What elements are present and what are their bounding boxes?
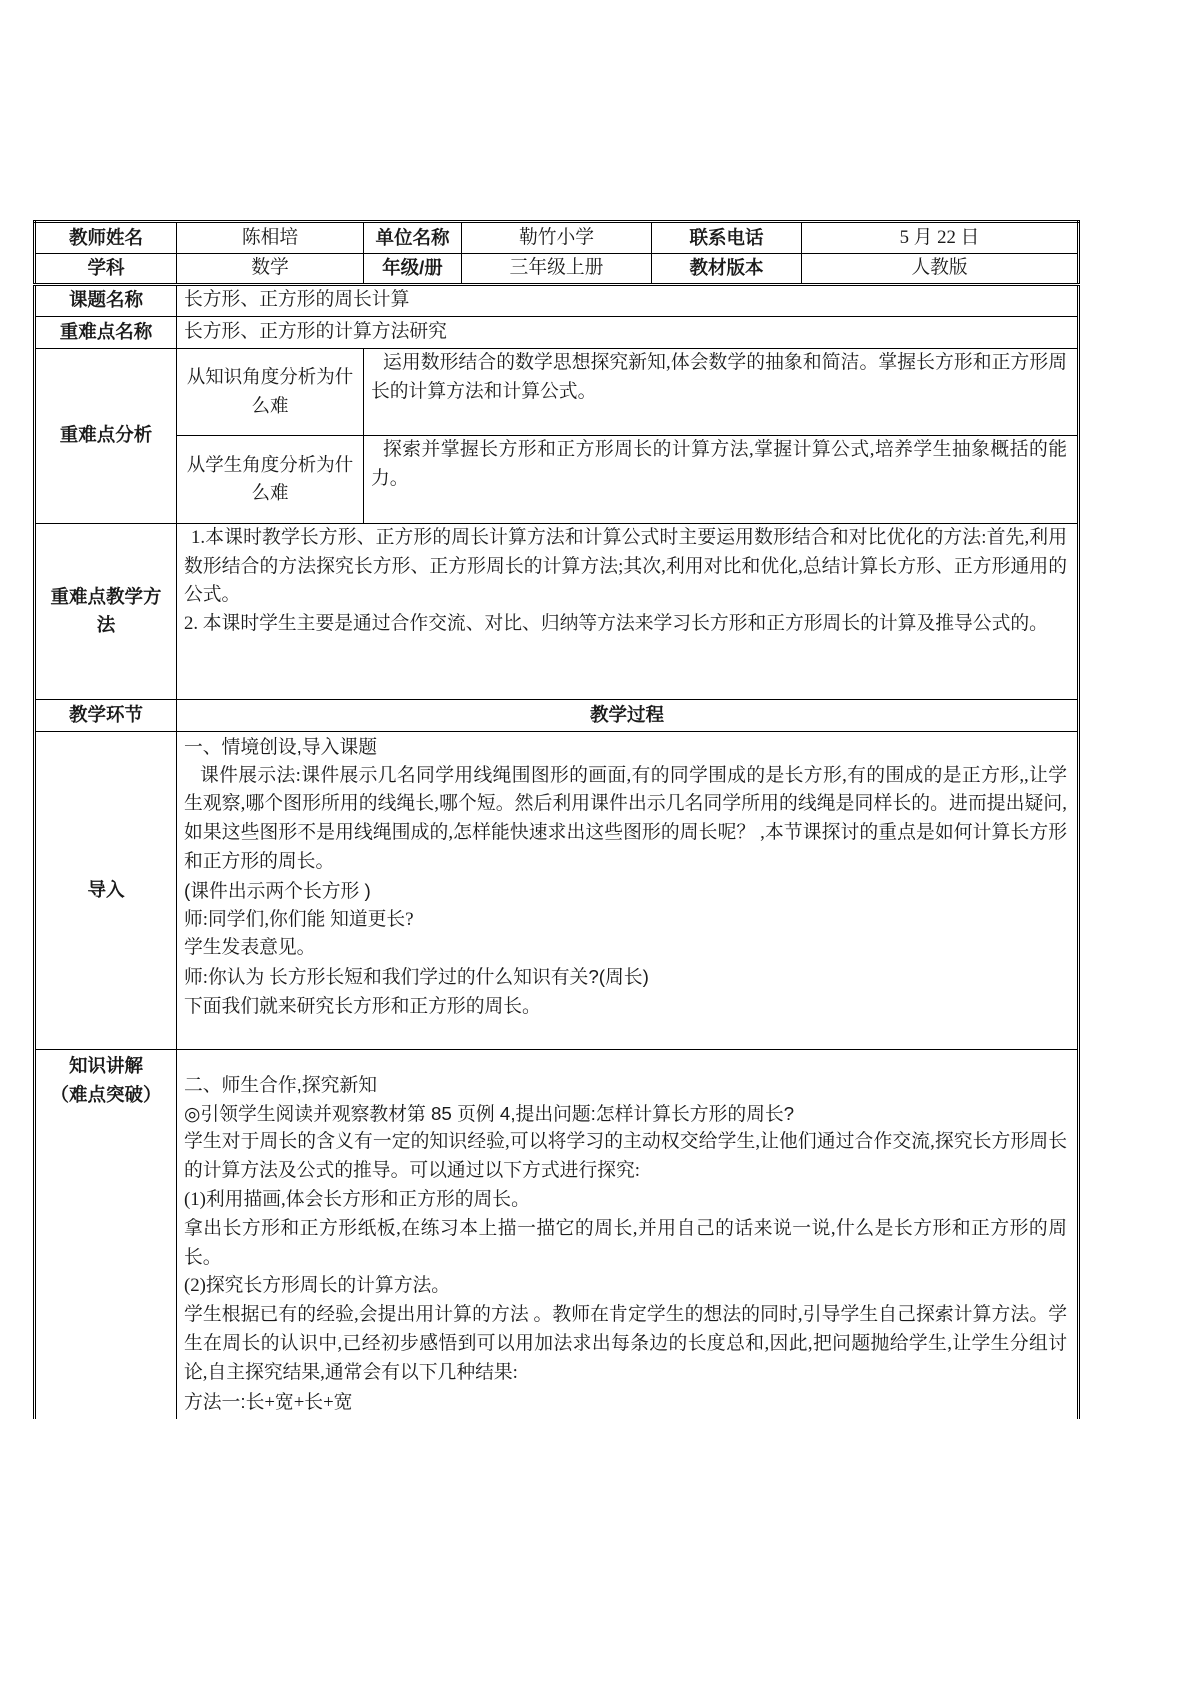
info-row-teacher — [35, 222, 1079, 254]
intro-teacher-question-2-answer: ?(周长) — [588, 966, 649, 988]
analysis-row-student — [35, 435, 1079, 523]
intro-teacher-question-2-text: 师:你认为 长方形长短和我们学过的什么知识有关 — [184, 967, 589, 989]
knowledge-heading: 二、师生合作,探究新知 — [184, 1073, 378, 1095]
analysis-label: 重难点分析 — [35, 348, 177, 523]
difficulty-label: 重难点名称 — [35, 316, 177, 348]
knowledge-angle-cell — [364, 348, 1079, 435]
school-unit-label: 单位名称 — [364, 222, 462, 254]
intro-teacher-question-2 — [184, 963, 1067, 993]
difficulty-value: 长方形、正方形的计算方法研究 — [177, 316, 1079, 348]
methods-row — [35, 523, 1079, 699]
school-unit-value: 勒竹小学 — [462, 222, 652, 254]
grade-label: 年级/册 — [364, 254, 462, 285]
intro-stage-label: 导入 — [35, 731, 177, 1049]
intro-teacher-question-1: 师:同学们,你们能 知道更长? — [184, 908, 414, 930]
knowledge-row — [35, 1049, 1079, 1419]
knowledge-method-1 — [184, 1388, 1067, 1418]
intro-heading: 一、情境创设,导入课题 — [184, 735, 378, 757]
topic-value: 长方形、正方形的周长计算 — [177, 284, 1079, 316]
knowledge-stage-label-line1: 知识讲解 — [68, 1054, 143, 1076]
knowledge-stage-label-line2: （难点突破） — [50, 1083, 162, 1105]
teaching-process-header: 教学过程 — [177, 699, 1079, 731]
knowledge-guide: ◎引领学生阅读并观察教材第 85 页例 4,提出问题:怎样计算长方形的周长? — [184, 1102, 795, 1124]
difficulty-row — [35, 316, 1079, 348]
intro-row — [35, 731, 1079, 1049]
textbook-edition-value: 人教版 — [802, 254, 1079, 285]
process-header-row — [35, 699, 1079, 731]
intro-closing: 下面我们就来研究长方形和正方形的周长。 — [184, 995, 541, 1017]
knowledge-step-1: (1)利用描画,体会长方形和正方形的周长。 — [184, 1188, 530, 1210]
topic-row — [35, 284, 1079, 316]
contact-phone-label: 联系电话 — [652, 222, 802, 254]
knowledge-angle-text: 运用数形结合的数学思想探究新知,体会数学的抽象和简洁。掌握长方形和正方形周长的计算方法和计算公式。 — [371, 351, 1067, 402]
method-1-formula: 长+宽+长+宽 — [245, 1391, 353, 1413]
subject-label: 学科 — [35, 254, 177, 285]
lesson-plan-table — [33, 220, 1080, 1419]
student-angle-label: 从学生角度分析为什么难 — [177, 435, 364, 523]
teacher-name-label: 教师姓名 — [35, 222, 177, 254]
methods-cell — [177, 523, 1079, 699]
intro-scene-text: 课件展示法:课件展示几名同学用线绳围图形的画面,有的同学围成的是长方形,有的围成的是正方形,,让学生观察,哪个图形所用的线绳长,哪个短。然后利用课件出示几名同学所用的线绳是同样长的。进而提出疑问,如果这些图形不是用线绳围成的,怎样能快速求出这些图形的周长呢？ ,本节课探讨的重点是如何计算长方形和正方形的周长。 — [184, 764, 1067, 872]
info-row-subject — [35, 254, 1079, 285]
topic-label: 课题名称 — [35, 284, 177, 316]
knowledge-step-2-text: 学生根据已有的经验,会提出用计算的方法 。教师在肯定学生的想法的同时,引导学生自己探索计算方法。学生在周长的认识中,已经初步感悟到可以用加法求出每条边的长度总和,因此,把问题抛给学生,让学生分组讨论,自主探究结果,通常会有以下几种结果: — [184, 1304, 1067, 1383]
knowledge-context: 学生对于周长的含义有一定的知识经验,可以将学习的主动权交给学生,让他们通过合作交流,探究长方形周长的计算方法及公式的推导。可以通过以下方式进行探究: — [184, 1131, 1067, 1182]
textbook-edition-label: 教材版本 — [652, 254, 802, 285]
student-angle-text: 探索并掌握长方形和正方形周长的计算方法,掌握计算公式,培养学生抽象概括的能力。 — [371, 438, 1067, 489]
method-item-1: 1.本课时教学长方形、正方形的周长计算方法和计算公式时主要运用数形结合和对比优化的方法:首先,利用数形结合的方法探究长方形、正方形周长的计算方法;其次,利用对比和优化,总结计算长方形、正方形通用的公式。 — [184, 526, 1067, 606]
student-angle-cell — [364, 435, 1079, 523]
intro-student-reply: 学生发表意见。 — [184, 937, 316, 959]
teacher-name-value: 陈相培 — [177, 222, 364, 254]
knowledge-step-1-text: 拿出长方形和正方形纸板,在练习本上描一描它的周长,并用自己的话来说一说,什么是长方形和正方形的周长。 — [184, 1217, 1067, 1268]
methods-label: 重难点教学方法 — [35, 523, 177, 699]
method-1-label: 方法一: — [184, 1390, 246, 1412]
intro-content — [177, 731, 1079, 1049]
knowledge-content — [177, 1049, 1079, 1419]
intro-courseware-note: (课件出示两个长方形 ) — [184, 879, 371, 901]
teaching-stage-header: 教学环节 — [35, 699, 177, 731]
contact-phone-value: 5 月 22 日 — [802, 222, 1079, 254]
subject-value: 数学 — [177, 254, 364, 285]
analysis-row-knowledge — [35, 348, 1079, 435]
method-item-2: 2. 本课时学生主要是通过合作交流、对比、归纳等方法来学习长方形和正方形周长的计算及推导公式的。 — [184, 613, 1048, 635]
knowledge-step-2: (2)探究长方形周长的计算方法。 — [184, 1275, 451, 1297]
knowledge-angle-label: 从知识角度分析为什么难 — [177, 348, 364, 435]
grade-value: 三年级上册 — [462, 254, 652, 285]
knowledge-stage-label — [35, 1049, 177, 1419]
